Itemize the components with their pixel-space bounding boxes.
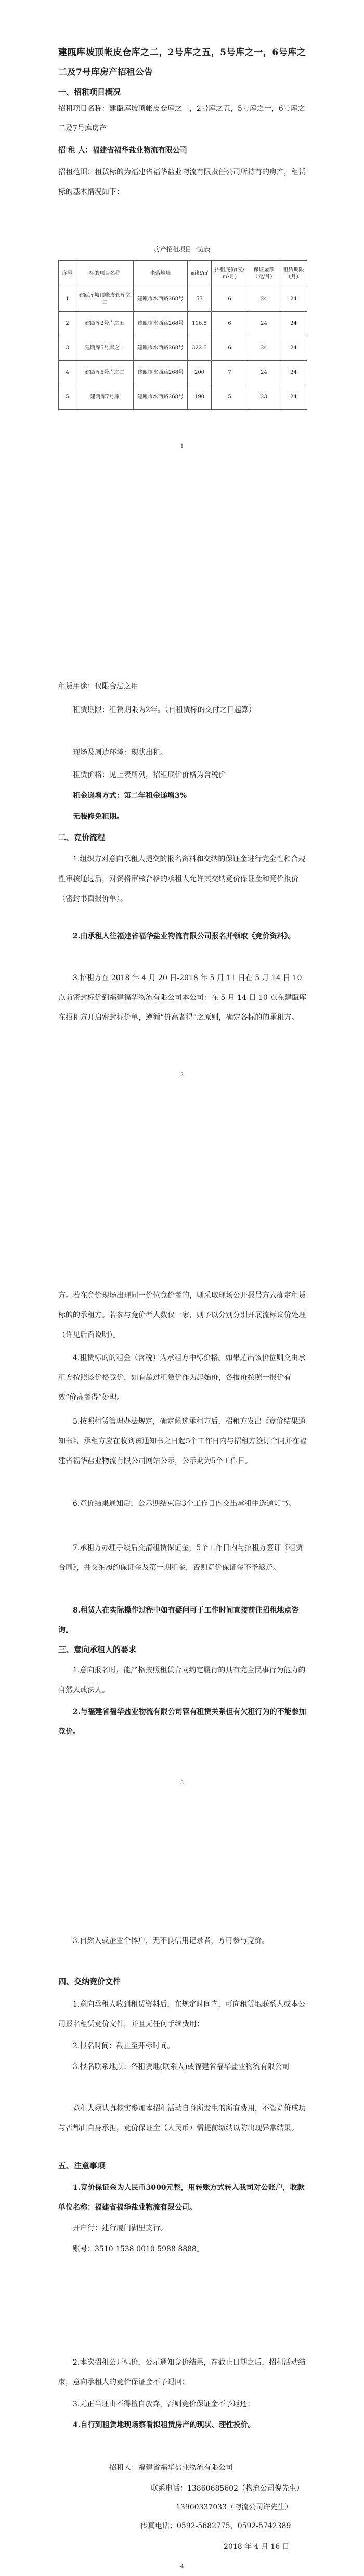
table-cell: 建瓯库7号库	[76, 385, 134, 410]
table-cell: 建瓯市水西路268号	[134, 287, 188, 312]
table-cell: 建瓯库坡顶帐皮仓库之二	[76, 287, 134, 312]
table-cell: 24	[280, 287, 307, 312]
table-caption: 房产招租项目一览表	[153, 246, 210, 253]
lessor-line: 招 租 人：福建省福华盐业物流有限公司	[58, 146, 187, 155]
table-cell: 7	[212, 361, 248, 385]
table-cell: 24	[248, 312, 280, 336]
submit-para-1: 1.意向承租人收到租赁资料后，在规定时间内，可向租赁地联系人或本公司报名租赁竞价文件，并且无任何手续费用：	[58, 2000, 306, 2028]
signature-contact-2: 13960337033（物流公司许先生）	[176, 2503, 292, 2511]
signature-date: 2018 年 4 月 16 日	[224, 2543, 290, 2551]
requirement-para-1: 1.意向报名时，能严格按照租赁合同约定履行的具有完全民事行为能力的自然人或法人。	[58, 1666, 306, 1694]
table-header-cell: 保证金额（元/月）	[248, 261, 280, 287]
table-row	[59, 336, 307, 361]
table-header-cell: 标的项目名称	[76, 261, 134, 287]
process-para-5: 5.按照租赁管理办法规定，确定候选承租方后，招租方发出《竞价结果通知书》，承租方应在收到该通知书之日起5个工作日内与招租方签订合同并在福建省福华盐业物流有限公司网站公示，公示期为5个工作日。	[58, 1417, 307, 1465]
bank-line: 开户行：建行厦门湖里支行。	[73, 2224, 167, 2232]
price-line: 租赁价格：见上表所列，招租底价价格为含税价	[73, 771, 226, 779]
section-heading-4: 四、交纳竞价文件	[58, 1977, 121, 1986]
notes-para-3: 3.无正当理由不得擅自放弃，否则竞价保证金不予返还；	[73, 2400, 255, 2408]
notes-para-1: 1.竞价保证金为人民币3000元整，用转账方式转入我司对公账户，收款单位名称：福建省福华盐业物流有限公司。	[58, 2184, 305, 2212]
table-cell: 6	[212, 312, 248, 336]
table-cell: 57	[188, 287, 212, 312]
page-number: 3	[180, 1780, 184, 1786]
signature-company: 招租人：福建省福华盐业物流有限公司	[109, 2464, 233, 2472]
table-header-cell: 面积/㎡	[188, 261, 212, 287]
increase-line: 租金递增方式：第二年租金递增3%	[73, 792, 187, 800]
table-cell: 建瓯市水西路268号	[134, 361, 188, 385]
table-row	[59, 385, 307, 410]
table-header-cell: 序号	[59, 261, 76, 287]
submit-para-4: 竞租人须认真核实参加本招租活动自身所发生的所有费用，不管竞价成功与否都由自身承担，竞价保证金（人民币）需提前缴纳以防出现异常结果。	[58, 2104, 306, 2133]
section-heading-5: 五、注意事项	[58, 2161, 106, 2171]
table-cell: 322.5	[188, 336, 212, 361]
table-cell: 建瓯市水西路268号	[134, 385, 188, 410]
table-cell: 6	[212, 287, 248, 312]
table-cell: 24	[280, 312, 307, 336]
term-line: 租赁期限：租赁期限为2年。（自租赁标的交付之日起算）	[73, 706, 256, 714]
table-cell: 5	[59, 385, 76, 410]
table-header-cell: 招租底价(元/㎡·月)	[212, 261, 248, 287]
account-line: 账号：3510 1538 0010 5988 8888。	[73, 2245, 204, 2253]
section-heading-3: 三、意向承租人的要求	[58, 1645, 137, 1654]
process-para-4: 4.租赁标的的租金（含税）为承租方中标价格。如果超出该价位则交由承租方按照该价格竞价，如有超过租赁价作为起始价，各报价按照一报价有效“价高者得”处理。	[58, 1354, 306, 1402]
table-cell: 建瓯库5号库之一	[76, 336, 134, 361]
submit-para-3: 3.报名联系地点：各租赁地(联系人)或福建省福华盐业物流有限公司	[73, 2063, 290, 2071]
page-number: 4	[180, 2564, 184, 2569]
signature-fax: 传真电话：0592-5682775，0592-5742389	[140, 2522, 291, 2530]
table-cell: 24	[280, 361, 307, 385]
table-cell: 建瓯库6号库之二	[76, 361, 134, 385]
table-row	[59, 312, 307, 336]
table-row	[59, 287, 307, 312]
section-heading-1: 一、招租项目概况	[58, 87, 121, 97]
process-para-3-cont: 方。若在竞价现场出现同一价位竞价者的，则采取现场公开报号方式确定租赁标的的承租方。若参与竞价者人数仅一家，则予以分别分别开展流标议价处理（详见后面说明）。	[58, 1291, 306, 1339]
notes-para-4: 4.自行到租赁地现场察看拟租赁房产的现状、理性投价。	[73, 2421, 255, 2429]
table-cell: 23	[248, 385, 280, 410]
table-cell: 200	[188, 361, 212, 385]
process-para-8: 8.租赁人在实际操作过程中如有疑问可于工作时间直接前往招租地点咨询。	[58, 1606, 299, 1634]
table-cell: 116.5	[188, 312, 212, 336]
status-line: 现场及周边环境：现状出租。	[73, 748, 167, 757]
table-cell: 24	[248, 336, 280, 361]
submit-para-2: 2.报名时间：截止至开标时间。	[73, 2042, 175, 2050]
table-cell: 24	[280, 336, 307, 361]
process-para-2: 2.由承租人往福建省福华盐业物流有限公司报名并领取《竞价资料》。	[73, 932, 295, 941]
table-cell: 24	[280, 385, 307, 410]
scope-line: 招租范围：租赁标的为福建省福华盐业物流有限责任公司所持有的房产，租赁标的基本情况如下：	[58, 168, 306, 196]
process-para-3: 3.招租方在 2018 年 4 月 20 日-2018 年 5 月 11 日在 5 月 14 日 10 点前密封标价到福建福华物流有限公司本公司：在 5 月 14 日 10 点在建瓯库在招租方开启密封标价单，遵循“价高者得”之原则，确定各标的的承租方。	[58, 974, 307, 1022]
table-header-cell: 租赁期限（月）	[280, 261, 307, 287]
table-cell: 6	[212, 336, 248, 361]
requirement-para-2: 2.与福建省福华盐业物流有限公司管有租赁关系但有欠租行为的不能参加竞价。	[58, 1708, 306, 1736]
page-number: 1	[180, 443, 184, 449]
table-cell: 建瓯市水西路268号	[134, 336, 188, 361]
table-header-cell: 坐落地址	[134, 261, 188, 287]
table-cell: 24	[248, 287, 280, 312]
table-cell: 1	[59, 287, 76, 312]
table-cell: 3	[59, 336, 76, 361]
process-para-6: 6.竞价结果通知后，公示期结束后3个工作日内交出承租中选通知书。	[73, 1500, 296, 1508]
property-table	[58, 260, 307, 410]
process-para-1: 1.组织方对意向承租人提交的报名资料和交纳的保证金进行完全性和合规性审核通过后，对资格审核合格的承租人允许其交纳竞价保证金和竞价报价（密封书面报价单）。	[58, 855, 306, 903]
table-cell: 24	[248, 361, 280, 385]
table-cell: 建瓯库2号库之五	[76, 312, 134, 336]
sublet-line: 无装修免租期。	[73, 813, 124, 821]
project-name-line: 招租项目名称：建瓯库坡顶帐皮仓库之二，2号库之五，5号库之一，6号库之二及7号库房产	[58, 105, 305, 133]
table-cell: 2	[59, 312, 76, 336]
process-para-7: 7.承租方办理手续后交清租赁保证金，5个工作日内与招租方签订《租赁合同》，并交纳履约保证金及第一期租金，否则竞价保证金不予返还。	[58, 1544, 303, 1572]
table-cell: 5	[212, 385, 248, 410]
table-cell: 190	[188, 385, 212, 410]
notice-title: 建瓯库坡顶帐皮仓库之二，2号库之五，5号库之一，6号库之二及7号库房产招租公告	[58, 47, 306, 78]
signature-contact-1: 联系电话：13860685602（物流公司倪先生）	[151, 2484, 304, 2493]
page-number: 2	[180, 1072, 184, 1078]
section-heading-2: 二、竞价流程	[58, 833, 106, 842]
table-row	[59, 361, 307, 385]
table-cell: 4	[59, 361, 76, 385]
notes-para-2: 2.本次招租公开标价，公示通知竞价结果，在截止日期之后，招租活动结束，意向承租人的竞价保证金不予退回；	[58, 2358, 306, 2387]
table-cell: 建瓯市水西路268号	[134, 312, 188, 336]
use-line: 租赁用途：仅限合法之用	[58, 682, 138, 691]
requirement-para-3: 3.自然人或企业个体户，无不良信用记录者，方可参与竞价。	[73, 1937, 269, 1945]
table-header-row	[59, 261, 307, 287]
